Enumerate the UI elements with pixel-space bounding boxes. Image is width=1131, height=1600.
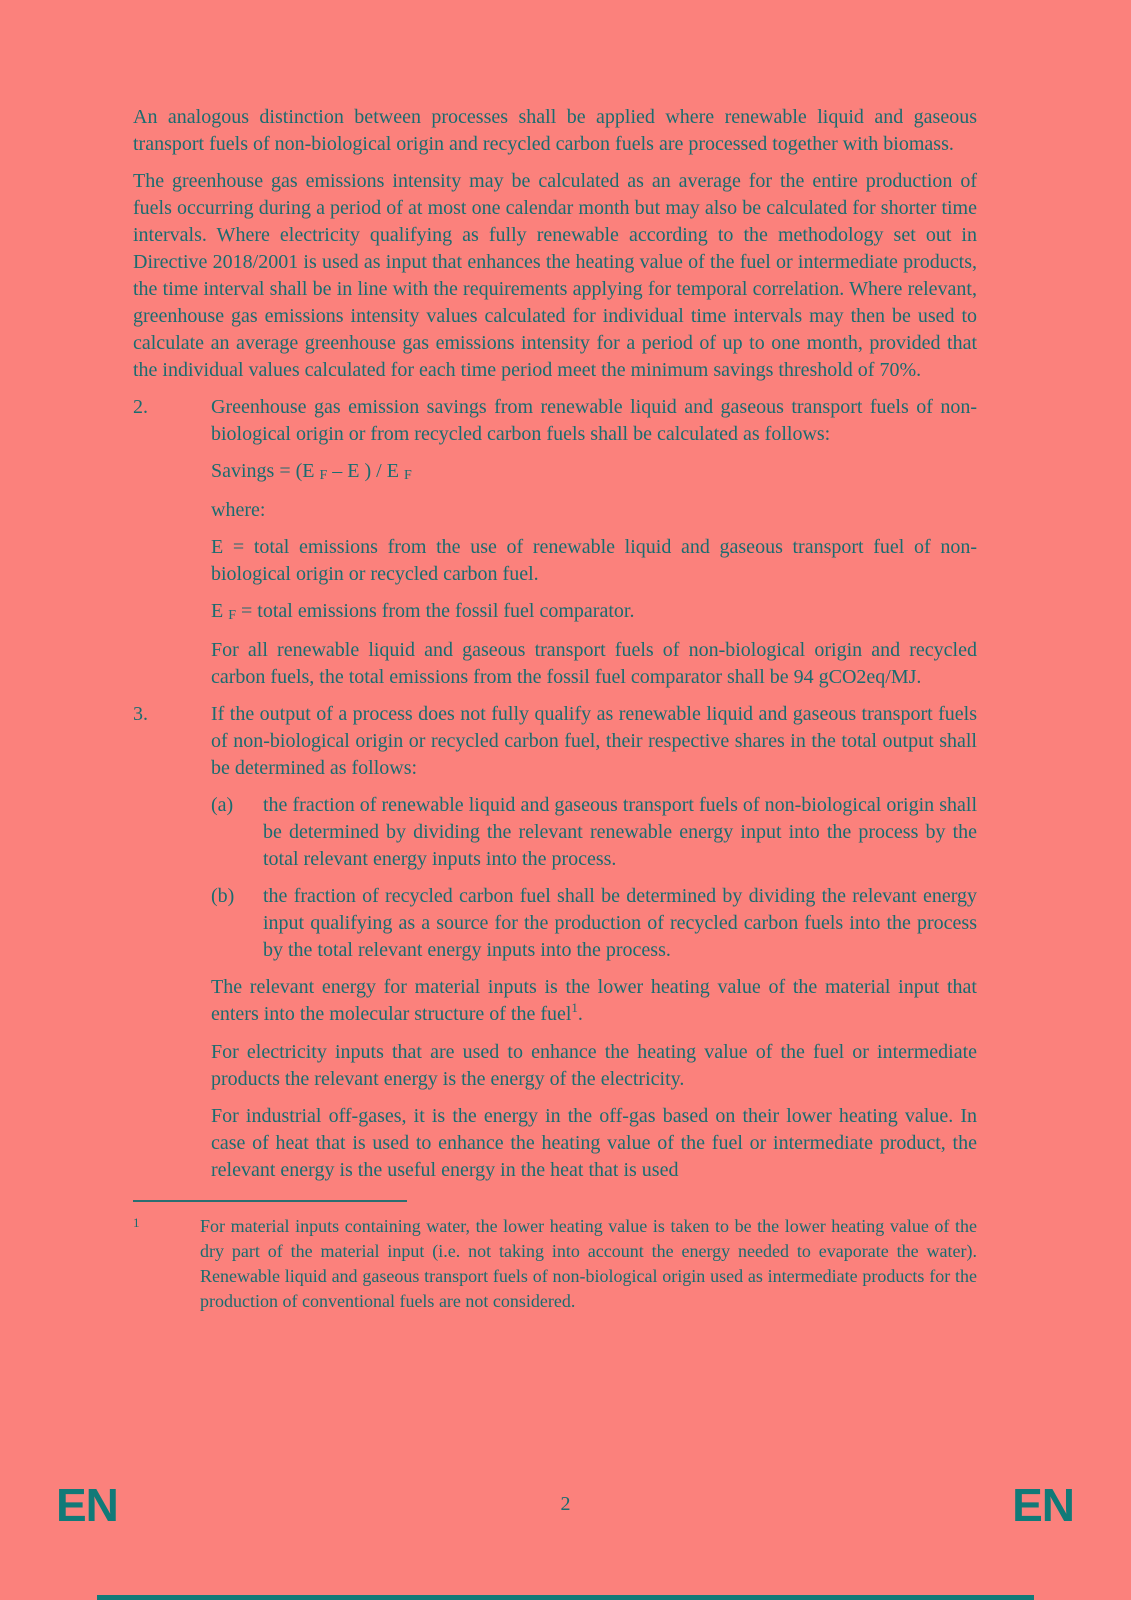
- item-3-number: 3.: [133, 703, 148, 725]
- footnote-separator: [133, 1200, 407, 1202]
- paragraph-ghg-intensity: The greenhouse gas emissions intensity may be calculated as an average for the entire production of fuels occurring during a period of at most one calendar month but may also be calculated for shorter time intervals. Where electricity qualifying as fully renewable according to the methodology set out in Directive 2018/2001 is used as input that enhances the heating value of the fuel or intermediate products, the time interval shall be in line with the requirements applying for temporal correlation. Where relevant, greenhouse gas emissions intensity values calculated for individual time intervals may then be used to calculate an average greenhouse gas emissions intensity for a period of up to one month, provided that the individual values calculated for each time period meet the minimum savings threshold of 70%.: [133, 170, 977, 381]
- item-2-body: [211, 394, 977, 701]
- item-2-number: 2.: [133, 396, 148, 418]
- formula-subscript-f: F: [403, 468, 412, 483]
- formula-part: – E ) / E: [327, 460, 404, 482]
- footnote-text: For material inputs containing water, the lower heating value is taken to be the lower heating value of the dry part of the material input (i.e. not taking into account the energy needed to evaporate the water). Renewable liquid and gaseous transport fuels of non-biological origin used as intermediate products for the production of conventional fuels are not considered.: [200, 1216, 977, 1311]
- paragraph-fossil-comparator: For all renewable liquid and gaseous transport fuels of non-biological origin and recycled carbon fuels, the total emissions from the fossil fuel comparator shall be 94 gCO2eq/MJ.: [211, 639, 977, 688]
- footer-language-right: EN: [1012, 1479, 1074, 1531]
- paragraph-industrial-offgases: For industrial off-gases, it is the energy in the off-gas based on their lower heating value. In case of heat that is used to enhance the heating value of the fuel or intermediate product, the relevant energy is the useful energy in the heat that is used: [211, 1105, 977, 1181]
- formula-part: Savings = (E: [211, 460, 320, 482]
- paragraph-material-energy: [211, 974, 977, 1029]
- definition-e: E = total emissions from the use of renewable liquid and gaseous transport fuel of non-biological origin or recycled carbon fuel.: [211, 536, 977, 585]
- footnote-marker: 1: [133, 1215, 140, 1230]
- item-3a-label: (a): [211, 794, 234, 816]
- item-3b: [211, 883, 977, 974]
- footnote-reference-1: 1: [571, 1000, 578, 1015]
- footer-language-left: EN: [56, 1479, 118, 1531]
- item-3b-label: (b): [211, 885, 235, 907]
- formula-subscript-f: F: [319, 468, 328, 483]
- item-2-text: Greenhouse gas emission savings from renewable liquid and gaseous transport fuels of non-biological origin or from recycled carbon fuels shall be calculated as follows:: [211, 396, 977, 445]
- page-content: [133, 104, 977, 1314]
- item-3-body: [211, 701, 977, 1194]
- item-3: [133, 701, 977, 1194]
- footnote-1: [133, 1214, 977, 1314]
- definition-ef-subscript-f: F: [228, 608, 237, 623]
- paragraph-material-part: .: [577, 1003, 583, 1025]
- where-label: where:: [211, 499, 266, 521]
- item-3a-text: the fraction of renewable liquid and gaseous transport fuels of non-biological origin shall be determined by dividing the relevant renewable energy input into the process by the total relevant energy inputs into the process.: [263, 794, 977, 870]
- item-3-text: If the output of a process does not fully qualify as renewable liquid and gaseous transport fuels of non-biological origin or recycled carbon fuel, their respective shares in the total output shall be determined as follows:: [211, 703, 977, 779]
- page-number: 2: [560, 1493, 571, 1515]
- savings-formula: [211, 458, 977, 487]
- definition-ef-part: = total emissions from the fossil fuel comparator.: [236, 600, 635, 622]
- definition-ef: [211, 598, 977, 627]
- definition-ef-part: E: [211, 600, 229, 622]
- paragraph-material-part: The relevant energy for material inputs is the lower heating value of the material input that enters into the molecular structure of the fuel: [211, 976, 977, 1025]
- footnote-area: [133, 1200, 977, 1314]
- item-3b-text: the fraction of recycled carbon fuel shall be determined by dividing the relevant energy input qualifying as a source for the production of recycled carbon fuels into the process by the total relevant energy inputs into the process.: [263, 885, 977, 961]
- item-3a: [211, 792, 977, 883]
- page-edge-bar: [97, 1595, 1034, 1600]
- item-2: [133, 394, 977, 701]
- paragraph-electricity-inputs: For electricity inputs that are used to enhance the heating value of the fuel or intermediate products the relevant energy is the energy of the electricity.: [211, 1041, 977, 1090]
- paragraph-analogous-distinction: An analogous distinction between processes shall be applied where renewable liquid and gaseous transport fuels of non-biological origin and recycled carbon fuels are processed together with biomass.: [133, 106, 977, 155]
